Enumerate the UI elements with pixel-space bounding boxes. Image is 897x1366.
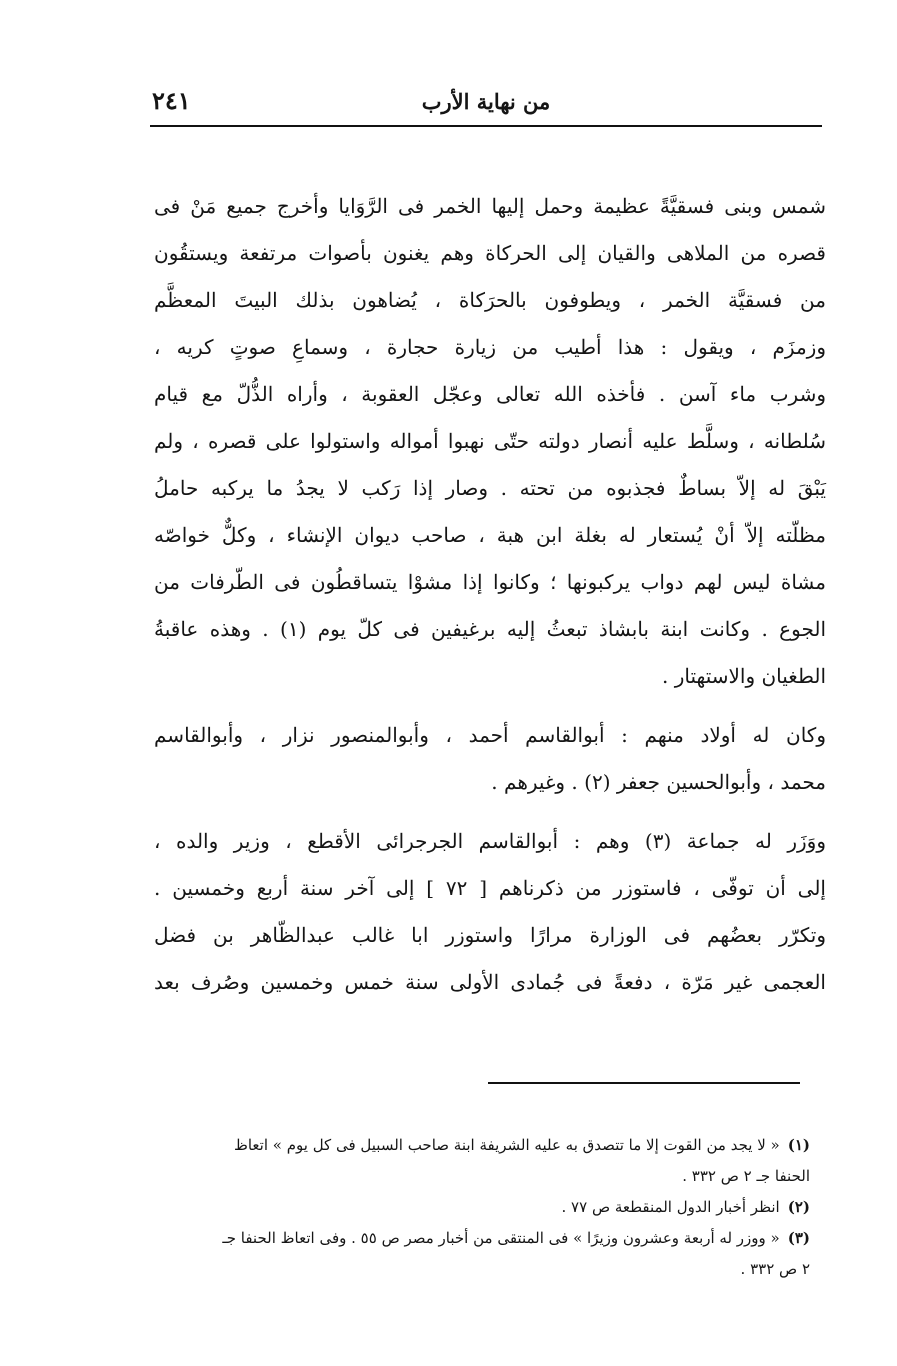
footnote xyxy=(160,1194,810,1225)
text-line: يَبْقَ له إلاّ بساطٌ فجذبوه من تحته . وصار إذا رَكب لا يجدُ ما يركبه حاملُ xyxy=(154,476,826,500)
text-line: مشاة ليس لهم دواب يركبونها ؛ وكانوا إذا مشوْا يتساقطُون فى الطّرفات من xyxy=(154,570,826,594)
paragraph xyxy=(154,818,826,1006)
text-line: وكان له أولاد منهم : أبوالقاسم أحمد ، وأبوالمنصور نزار ، وأبوالقاسم xyxy=(154,723,826,747)
text-line: العجمى غير مَرّة ، دفعةً فى جُمادى الأولى سنة خمس وخمسين وصُرف بعد xyxy=(154,970,826,994)
paragraph xyxy=(154,183,826,700)
text-line: وشرب ماء آسن . فأخذه الله تعالى وعجّل العقوبة ، وأراه الذُّلّ مع قيام xyxy=(154,382,826,406)
footnote-text: انظر أخبار الدول المنقطعة ص ٧٧ . xyxy=(561,1198,780,1216)
footnote-number: (١) xyxy=(787,1136,810,1154)
footnotes xyxy=(160,1132,810,1287)
text-line: قصره من الملاهى والقيان إلى الحركاة وهم يغنون بأصوات مرتفعة ويستقُون xyxy=(154,241,826,265)
text-line: مظلّته إلاّ أنْ يُستعار له بغلة ابن هبة ، صاحب ديوان الإنشاء ، وكلٌّ خواصّه xyxy=(154,523,826,547)
page-number: ٢٤١ xyxy=(152,86,191,115)
main-text xyxy=(154,183,826,1006)
footnote-number: (٣) xyxy=(787,1229,810,1247)
footnote-continuation: الحنفا جـ ٢ ص ٣٣٢ . xyxy=(682,1167,810,1185)
running-title: من نهاية الأرب xyxy=(421,89,551,114)
text-line: من فسقيَّة الخمر ، ويطوفون بالحرَكاة ، يُضاهون بذلك البيتَ المعظَّم xyxy=(154,288,826,312)
footnote-divider xyxy=(488,1082,800,1084)
footnote xyxy=(160,1225,810,1256)
paragraph xyxy=(154,712,826,806)
footnote xyxy=(160,1132,810,1163)
footnote-text: « لا يجد من القوت إلا ما تتصدق به عليه الشريفة ابنة صاحب السبيل فى كل يوم » اتعاظ xyxy=(233,1136,780,1154)
footnote-number: (٢) xyxy=(787,1198,810,1216)
text-line: الطغيان والاستهتار . xyxy=(661,664,826,688)
footnote-text: « ووزر له أربعة وعشرون وزيرًا » فى المنتقى من أخبار مصر ص ٥٥ . وفى اتعاظ الحنفا جـ xyxy=(222,1229,780,1247)
text-line: شمس وبنى فسقيَّةً عظيمة وحمل إليها الخمر فى الرَّوَايا وأخرج جميع مَنْ فى xyxy=(154,194,826,218)
text-line: وزمزَم ، ويقول : هذا أطيب من زيارة حجارة ، وسماعِ صوتٍ كريه ، xyxy=(154,335,826,359)
text-line: ووَزَر له جماعة (٣) وهم : أبوالقاسم الجرجرائى الأقطع ، وزير والده ، xyxy=(154,829,826,853)
text-line: إلى أن توفّى ، فاستوزر من ذكرناهم [ ٧٢ ] إلى آخر سنة أربع وخمسين . xyxy=(154,876,826,900)
footnote-continuation: ٢ ص ٣٣٢ . xyxy=(740,1260,810,1278)
page-header xyxy=(152,78,820,122)
text-line: الجوع . وكانت ابنة بابشاذ تبعثُ إليه برغيفين فى كلّ يوم (١) . وهذه عاقبةُ xyxy=(154,617,827,641)
text-line: محمد ، وأبوالحسين جعفر (٢) . وغيرهم . xyxy=(491,770,826,794)
text-line: وتكرّر بعضُهم فى الوزارة مرارًا واستوزر ابا غالب عبدالظّاهر بن فضل xyxy=(154,923,826,947)
paragraph-gap xyxy=(154,700,826,712)
paragraph-gap xyxy=(154,806,826,818)
text-line: سُلطانه ، وسلَّط عليه أنصار دولته حتّى نهبوا أمواله واستولوا على قصره ، ولم xyxy=(154,429,826,453)
header-divider xyxy=(150,125,822,127)
